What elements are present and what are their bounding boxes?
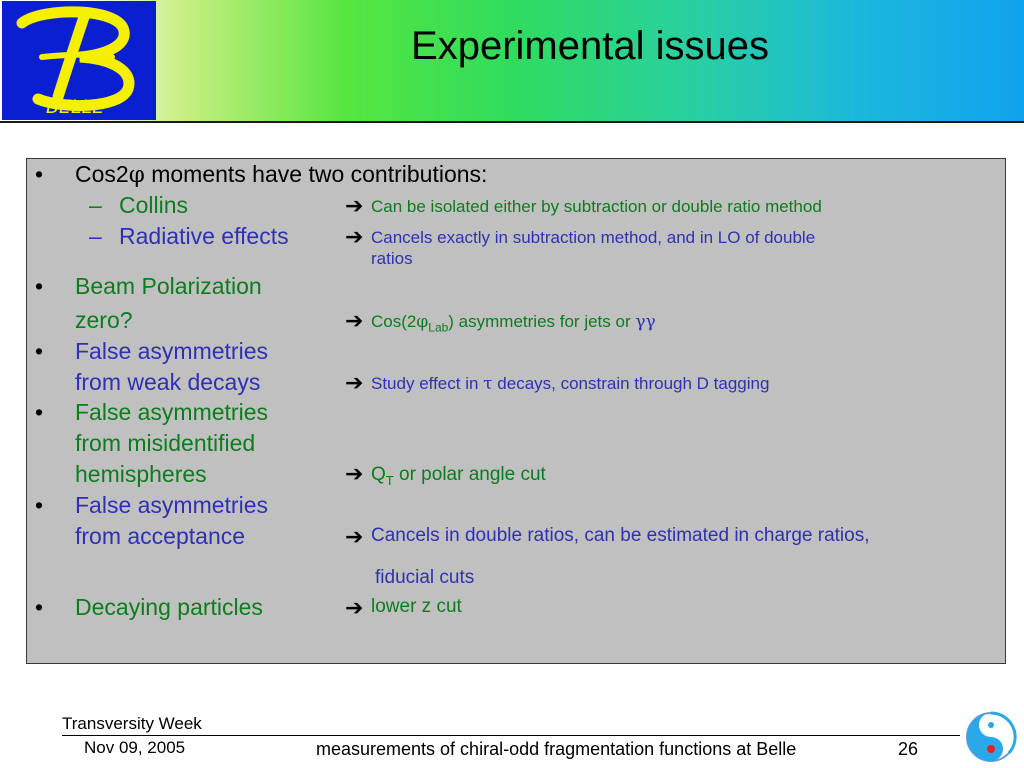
item-desc-line2: fiducial cuts	[375, 567, 475, 588]
bullet: •	[35, 399, 44, 425]
item-desc-line1: Cancels in double ratios, can be estimated in charge ratios,	[371, 525, 870, 546]
item-label-line2: from weak decays	[75, 369, 261, 395]
bullet: •	[35, 273, 44, 299]
item-desc: Study effect in τ decays, constrain through D tagging	[371, 374, 770, 394]
bullet: •	[35, 594, 44, 620]
slide-title: Experimental issues	[411, 24, 769, 68]
item-desc: $Cos(2\varphi_{Lab})$ asymmetries for jets or γγ	[371, 312, 656, 335]
bullet: •	[35, 492, 44, 518]
item-label: Decaying particles	[75, 594, 263, 620]
item-label-line1: Beam Polarization	[75, 273, 262, 299]
sub-item-label: Radiative effects	[119, 223, 289, 249]
arrow-icon: ➔	[345, 461, 364, 486]
item-label-line1: False asymmetries	[75, 399, 268, 425]
item-label-line3: hemispheres	[75, 461, 207, 487]
item-label-line1: False asymmetries	[75, 338, 268, 364]
item-label-line1: False asymmetries	[75, 492, 268, 518]
sub-item-desc-line2: ratios	[371, 249, 413, 268]
item-label-line2: from acceptance	[75, 523, 246, 549]
arrow-icon: ➔	[345, 224, 364, 249]
item-label-line2: zero?	[75, 307, 133, 333]
sub-item-label: Collins	[119, 192, 189, 218]
sub-item-desc-line1: Cancels exactly in subtraction method, and in LO of double	[371, 228, 816, 247]
belle-b-icon	[2, 1, 156, 120]
footer-event: Transversity Week	[62, 714, 202, 733]
arrow-icon: ➔	[345, 308, 364, 333]
page-number: 26	[898, 739, 919, 759]
footer-date: Nov 09, 2005	[84, 738, 186, 757]
item-desc: lower z cut	[371, 596, 462, 617]
content-box	[26, 158, 1006, 664]
arrow-icon: ➔	[345, 193, 364, 218]
footer-title: measurements of chiral-odd fragmentation functions at Belle	[316, 739, 797, 759]
arrow-icon: ➔	[345, 524, 364, 549]
dash: –	[89, 192, 102, 218]
item-label-line2: from misidentified	[75, 430, 256, 456]
slide-header	[0, 0, 1024, 123]
dash: –	[89, 223, 102, 249]
yin-yang-logo-icon	[964, 709, 1018, 765]
bullet: •	[35, 338, 44, 364]
item-text: Cos2φ moments have two contributions:	[75, 161, 488, 188]
belle-logo	[2, 1, 156, 120]
item-desc: $Q_T$ or polar angle cut	[371, 464, 546, 488]
arrow-icon: ➔	[345, 370, 364, 395]
arrow-icon: ➔	[345, 595, 364, 620]
bullet: •	[35, 161, 44, 187]
footer-rule	[62, 735, 960, 736]
sub-item-desc: Can be isolated either by subtraction or double ratio method	[371, 197, 822, 216]
logo-text: BELLE	[46, 96, 105, 118]
